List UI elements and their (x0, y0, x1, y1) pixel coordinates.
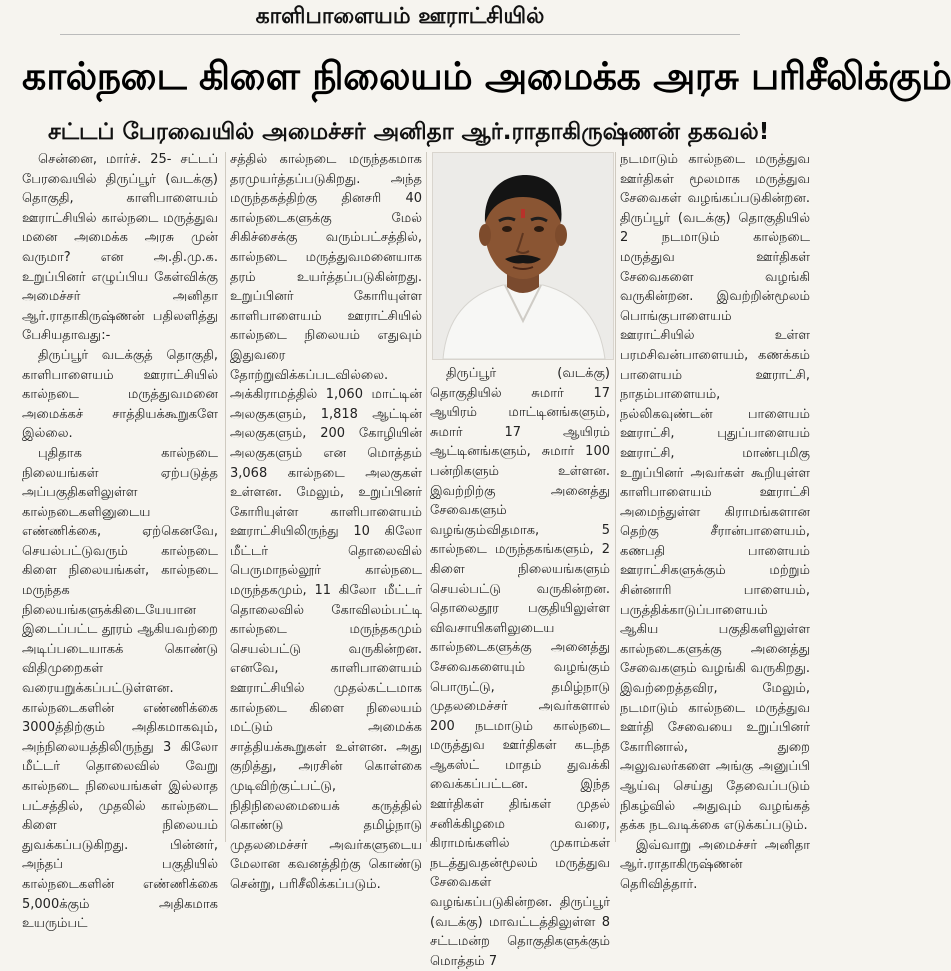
paragraph: புதிதாக கால்நடை நிலையங்கள் ஏற்படுத்த அப்பகுதிகளிலுள்ள கால்நடைகளினுடைய எண்ணிக்கை, ஏற்கெனவே, செயல்பட்டுவரும் கால்நடை கிளை நிலையங்கள், கால்நடை மருந்தக நிலையங்களுக்கிடையேயான இடைப்பட்ட தூரம் ஆகியவற்றை அடிப்படையாகக் கொண்டு விதிமுறைகள் வரையறுக்கப்பட்டுள்ளன. கால்நடைகளின் எண்ணிக்கை 3000த்திற்கும் அதிகமாகவும், அந்நிலையத்திலிருந்து 3 கிலோ மீட்டர் தொலைவில் வேறு கால்நடை நிலையங்கள் இல்லாத பட்சத்தில், முதலில் கால்நடை கிளை நிலையம் துவக்கப்படுகிறது. பின்னர், அந்தப் பகுதியில் கால்நடைகளின் எண்ணிக்கை 5,000க்கும் அதிகமாக உயரும்பட் (22, 445, 218, 932)
article-subheadline: சட்டப் பேரவையில் அமைச்சர் அனிதா ஆர்.ராதாகிருஷ்ணன் தகவல்! (48, 119, 770, 145)
article-column-2 (230, 150, 422, 892)
kicker-divider (60, 34, 740, 35)
paragraph: சத்தில் கால்நடை மருந்தகமாக தரமுயர்த்தப்படுகிறது. அந்த மருந்தகத்திற்கு தினசரி 40 கால்நடைகளுக்கு மேல் சிகிச்சைக்கு வரும்பட்சத்தில், கால்நடை மருத்துவமனையாக தரம் உயர்த்தப்படுகின்றது. உறுப்பினர் கோரியுள்ள காளிபாளையம் ஊராட்சியில் கால்நடை நிலையம் எதுவும் இதுவரை தோற்றுவிக்கப்படவில்லை. அக்கிராமத்தில் 1,060 மாட்டின் அலகுகளும், 1,818 ஆட்டின் அலகுகளும், 200 கோழியின் அலகுகளும் என மொத்தம் 3,068 கால்நடை அலகுகள் உள்ளன. மேலும், உறுப்பினர் கோரியுள்ள காளிபாளையம் ஊராட்சியிலிருந்து 10 கிலோ மீட்டர் தொலைவில் பெருமாநல்லூர் கால்நடை மருந்தகமும், 11 கிலோ மீட்டர் தொலைவில் கோவிலம்பட்டி கால்நடை மருந்தகமும் செயல்பட்டு வருகின்றன. எனவே, காளிபாளையம் ஊராட்சியில் முதல்கட்டமாக கால்நடை கிளை நிலையம் மட்டும் அமைக்க சாத்தியக்கூறுகள் உள்ளன. அது குறித்து, அரசின் கொள்கை முடிவிற்குட்பட்டு, நிதிநிலைமையைக் கருத்தில் கொண்டு தமிழ்நாடு முதலமைச்சர் அவர்களுடைய மேலான கவனத்திற்கு கொண்டு சென்று, பரிசீலிக்கப்படும். (230, 152, 422, 892)
paragraph: திருப்பூர் (வடக்கு) தொகுதியில் சுமார் 17 ஆயிரம் மாட்டினங்களும், சுமார் 17 ஆயிரம் ஆட்டினங்களும், சுமார் 100 பன்றிகளும் உள்ளன. இவற்றிற்கு அனைத்து சேவைகளும் வழங்கும்விதமாக, 5 கால்நடை மருந்தகங்களும், 2 கிளை நிலையங்களும் செயல்பட்டு வருகின்றன. தொலைதூர பகுதியிலுள்ள விவசாயிகளிலுடைய கால்நடைகளுக்கு அனைத்து சேவைகளையும் வழங்கும் பொருட்டு, தமிழ்நாடு முதலமைச்சர் அவர்களால் 200 நடமாடும் கால்நடை மருத்துவ ஊர்திகள் கடந்த ஆகஸ்ட் மாதம் துவக்கி வைக்கப்பட்டன. இந்த ஊர்திகள் திங்கள் முதல் சனிக்கிழமை வரை, கிராமங்களில் முகாம்கள் நடத்துவதன்மூலம் மருத்துவ சேவைகள் வழங்கப்படுகின்றன. திருப்பூர் (வடக்கு) மாவட்டத்திலுள்ள 8 சட்டமன்ற தொகுதிகளுக்கும் மொத்தம் 7 (430, 366, 610, 969)
article-kicker: காளிபாளையம் ஊராட்சியில் (255, 4, 545, 29)
minister-photo (432, 152, 614, 360)
column-divider (225, 152, 226, 842)
article-column-4 (620, 150, 810, 892)
column-divider (615, 152, 616, 842)
article-column-1 (22, 150, 218, 932)
paragraph: இவ்வாறு அமைச்சர் அனிதா ஆர்.ராதாகிருஷ்ணன் தெரிவித்தார். (620, 837, 810, 892)
paragraph: நடமாடும் கால்நடை மருத்துவ ஊர்திகள் மூலமாக மருத்துவ சேவைகள் வழங்கப்படுகின்றன. திருப்பூர் (வடக்கு) தொகுதியில் 2 நடமாடும் கால்நடை மருத்துவ ஊர்திகள் சேவைகளை வழங்கி வருகின்றன. இவற்றின்மூலம் பொங்குபாளையம் ஊராட்சியில் உள்ள பரமசிவன்பாளையம், கணக்கம் பாளையம் ஊராட்சி, நாதம்பாளையம், நல்லிகவுண்டன் பாளையம் ஊராட்சி, புதுப்பாளையம் ஊராட்சி, மாண்புமிகு உறுப்பினர் அவர்கள் கூறியுள்ள காளிபாளையம் ஊராட்சி அமைந்துள்ள கிராமங்களான தெற்கு சீரான்பாளையம், கணபதி பாளையம் ஊராட்சிகளுக்கும் மற்றும் சின்னாரி பாளையம், பருத்திக்காடுப்பாளையம் ஆகிய பகுதிகளிலுள்ள கால்நடைகளுக்கு அனைத்து சேவைகளும் வழங்கி வருகிறது. இவற்றைத்தவிர, மேலும், நடமாடும் கால்நடை மருத்துவ ஊர்தி சேவையை உறுப்பினர் கோரினால், துறை அலுவலர்களை அங்கு அனுப்பி ஆய்வு செய்து தேவைப்படும் நிகழ்வில் அதுவும் வழங்கத் தக்க நடவடிக்கை எடுக்கப்படும். (620, 152, 810, 834)
paragraph: சென்னை, மார்ச். 25- சட்டப் பேரவையில் திருப்பூர் (வடக்கு) தொகுதி, காளிபாளையம் ஊராட்சியில் கால்நடை மருத்துவ மனை அமைக்க அரசு முன் வருமா? என அ.தி.மு.க. உறுப்பினர் எழுப்பிய கேள்விக்கு அமைச்சர் அனிதா ஆர்.ராதாகிருஷ்ணன் பதிலளித்து பேசியதாவது:- (22, 152, 218, 344)
article-column-3 (430, 364, 610, 969)
column-divider (426, 152, 427, 842)
paragraph: திருப்பூர் வடக்குத் தொகுதி, காளிபாளையம் ஊராட்சியில் கால்நடை மருத்துவமனை அமைக்கச் சாத்தியக்கூறுகளே இல்லை. (22, 347, 218, 442)
article-headline: கால்நடை கிளை நிலையம் அமைக்க அரசு பரிசீலிக்கும் (22, 54, 951, 98)
minister-portrait-illustration (433, 153, 613, 359)
